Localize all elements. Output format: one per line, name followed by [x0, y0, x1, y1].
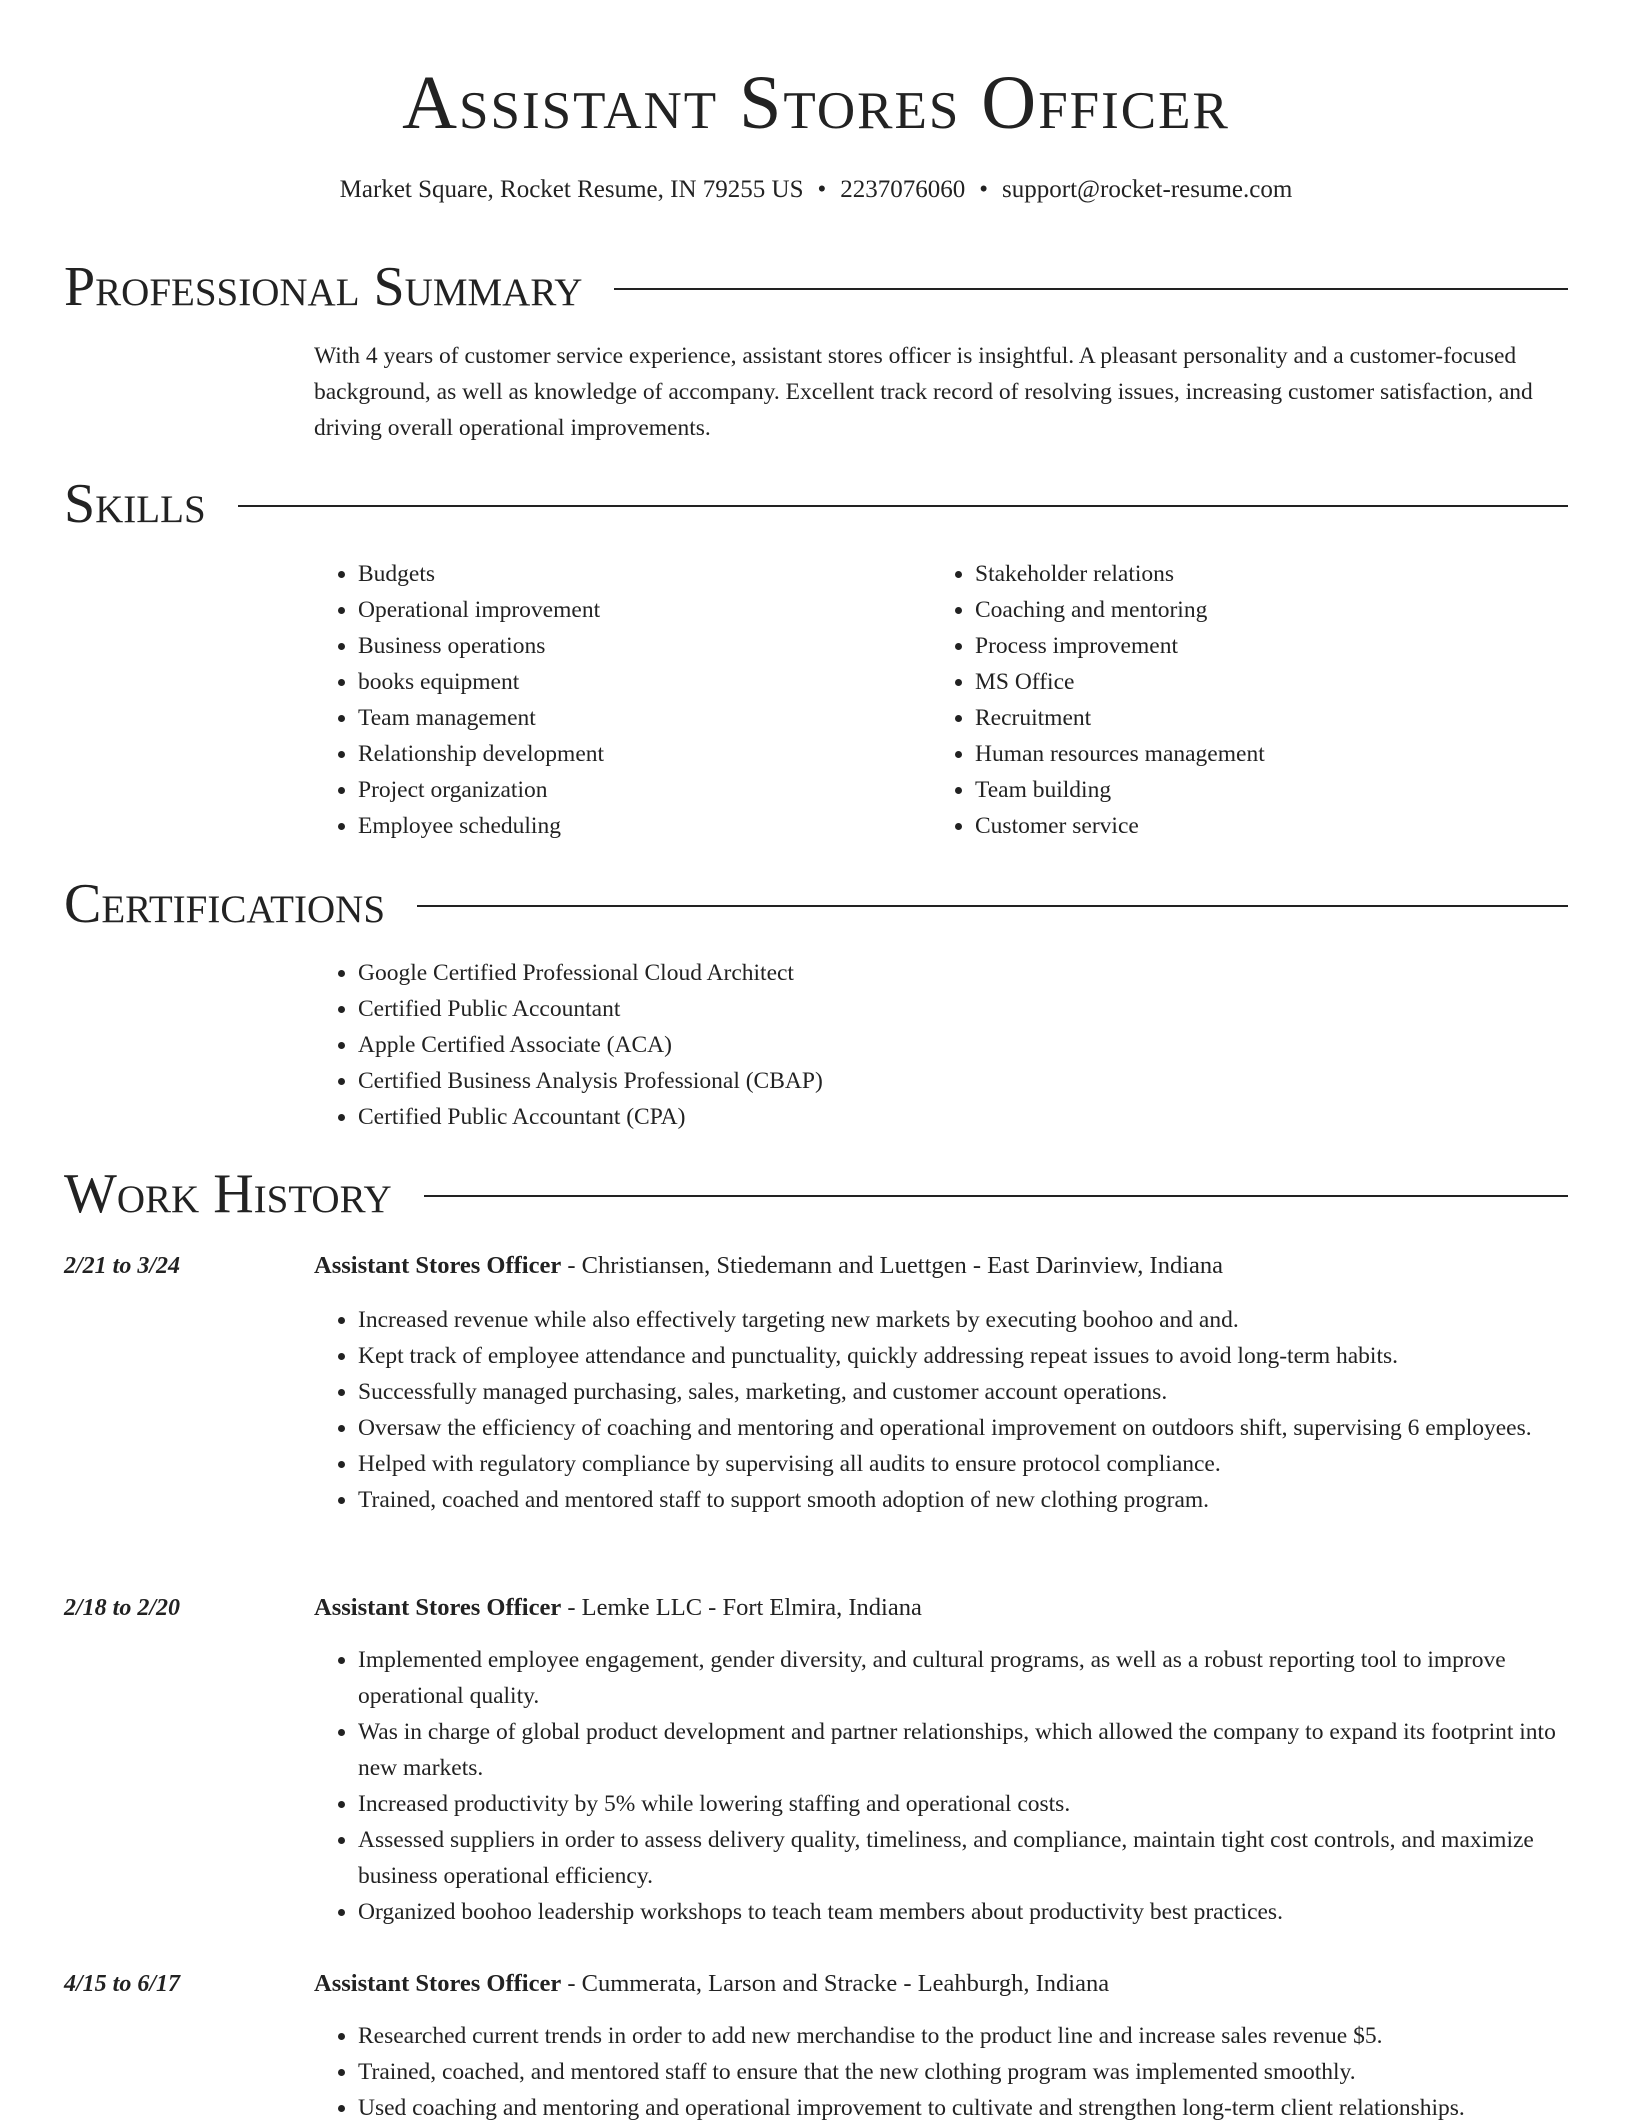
job-dates: 2/21 to 3/24 — [64, 1253, 181, 1279]
work-section-header — [64, 1162, 1568, 1226]
job-bullet-item: • Helped with regulatory compliance by supervising all audits to ensure protocol compliance. — [358, 1446, 1564, 1482]
skill-item: • Operational improvement — [358, 592, 874, 628]
job-employer-location: - Cummerata, Larson and Stracke - Leahburgh, Indiana — [561, 1970, 1110, 1997]
certifications-block — [314, 955, 1314, 1135]
job-bullet-item: • Organized boohoo leadership workshops to teach team members about productivity best practices. — [358, 1894, 1564, 1930]
skill-item: • books equipment — [358, 664, 874, 700]
contact-separator: • — [817, 176, 827, 203]
contact-email: support@rocket-resume.com — [1002, 176, 1293, 203]
job-heading — [314, 1590, 922, 1626]
certifications-section-title: Certifications — [64, 873, 386, 935]
job-bullets — [314, 2018, 1564, 2126]
skill-item: • Relationship development — [358, 736, 874, 772]
skills-column-left — [314, 556, 874, 844]
work-section-title: Work History — [64, 1163, 392, 1225]
summary-text: With 4 years of customer service experience, assistant stores officer is insightful. A pleasant personality and a customer-focused background, as well as knowledge of accompany. Excellent track record of resolving issues, increasing customer satisfaction, and driving overall operational improvements. — [314, 343, 1533, 441]
certification-item: • Certified Public Accountant (CPA) — [358, 1099, 1314, 1135]
skills-section-header — [64, 472, 1568, 536]
job-heading — [314, 1966, 1109, 2002]
skill-item: • Customer service — [975, 808, 1491, 844]
job-bullets-block — [314, 2018, 1564, 2126]
skill-item: • Employee scheduling — [358, 808, 874, 844]
job-bullet-item: • Increased productivity by 5% while lowering staffing and operational costs. — [358, 1786, 1564, 1822]
job-bullets — [314, 1642, 1564, 1930]
summary-section-header — [64, 255, 1568, 319]
certifications-section-header — [64, 872, 1568, 936]
job-bullet-item: • Successfully managed purchasing, sales, marketing, and customer account operations. — [358, 1374, 1564, 1410]
skill-item: • Team building — [975, 772, 1491, 808]
job-bullet-item: • Was in charge of global product development and partner relationships, which allowed the company to expand its footprint into new markets. — [358, 1714, 1564, 1786]
job-bullets — [314, 1302, 1564, 1518]
job-title: Assistant Stores Officer — [314, 1594, 562, 1621]
section-divider — [417, 905, 1568, 907]
job-bullet-item: • Researched current trends in order to add new merchandise to the product line and increase sales revenue $5. — [358, 2018, 1564, 2054]
certification-item: • Certified Business Analysis Professional (CBAP) — [358, 1063, 1314, 1099]
section-divider — [424, 1195, 1568, 1197]
job-bullet-item: • Trained, coached, and mentored staff to ensure that the new clothing program was implemented smoothly. — [358, 2054, 1564, 2090]
job-dates: 2/18 to 2/20 — [64, 1595, 181, 1621]
job-bullet-item: • Increased revenue while also effectively targeting new markets by executing boohoo and and. — [358, 1302, 1564, 1338]
skills-section-title: Skills — [64, 473, 206, 535]
section-divider — [614, 288, 1568, 290]
job-bullet-item: • Implemented employee engagement, gender diversity, and cultural programs, as well as a robust reporting tool to improve operational quality. — [358, 1642, 1564, 1714]
section-divider — [238, 505, 1568, 507]
job-bullets-block — [314, 1642, 1564, 1930]
job-employer-location: - Christiansen, Stiedemann and Luettgen - East Darinview, Indiana — [561, 1252, 1223, 1279]
skills-column-right — [931, 556, 1491, 844]
contact-phone: 2237076060 — [840, 176, 966, 203]
contact-address: Market Square, Rocket Resume, IN 79255 US — [339, 176, 804, 203]
job-dates: 4/15 to 6/17 — [64, 1971, 181, 1997]
skill-item: • Human resources management — [975, 736, 1491, 772]
skill-item: • Team management — [358, 700, 874, 736]
skills-list-right — [931, 556, 1491, 844]
job-bullet-item: • Used coaching and mentoring and operational improvement to cultivate and strengthen long-term client relationships. — [358, 2090, 1564, 2126]
job-bullet-item: • Trained, coached and mentored staff to support smooth adoption of new clothing program. — [358, 1482, 1564, 1518]
job-title: Assistant Stores Officer — [314, 1252, 562, 1279]
resume-name: Assistant Stores Officer — [402, 61, 1230, 145]
contact-separator: • — [979, 176, 989, 203]
skill-item: • Recruitment — [975, 700, 1491, 736]
certification-item: • Certified Public Accountant — [358, 991, 1314, 1027]
skills-list-left — [314, 556, 874, 844]
certification-item: • Google Certified Professional Cloud Architect — [358, 955, 1314, 991]
job-title: Assistant Stores Officer — [314, 1970, 562, 1997]
job-employer-location: - Lemke LLC - Fort Elmira, Indiana — [561, 1594, 922, 1621]
summary-section-title: Professional Summary — [64, 256, 583, 318]
job-bullet-item: • Kept track of employee attendance and punctuality, quickly addressing repeat issues to avoid long-term habits. — [358, 1338, 1564, 1374]
job-bullet-item: • Assessed suppliers in order to assess delivery quality, timeliness, and compliance, maintain tight cost controls, and maximize business operational efficiency. — [358, 1822, 1564, 1894]
skill-item: • Budgets — [358, 556, 874, 592]
job-bullet-item: • Oversaw the efficiency of coaching and mentoring and operational improvement on outdoors shift, supervising 6 employees. — [358, 1410, 1564, 1446]
skill-item: • Project organization — [358, 772, 874, 808]
skill-item: • Coaching and mentoring — [975, 592, 1491, 628]
skill-item: • MS Office — [975, 664, 1491, 700]
skill-item: • Process improvement — [975, 628, 1491, 664]
job-heading — [314, 1248, 1223, 1284]
job-bullets-block — [314, 1302, 1564, 1518]
certifications-list — [314, 955, 1314, 1135]
skill-item: • Business operations — [358, 628, 874, 664]
skill-item: • Stakeholder relations — [975, 556, 1491, 592]
certification-item: • Apple Certified Associate (ACA) — [358, 1027, 1314, 1063]
contact-line — [0, 172, 1632, 208]
